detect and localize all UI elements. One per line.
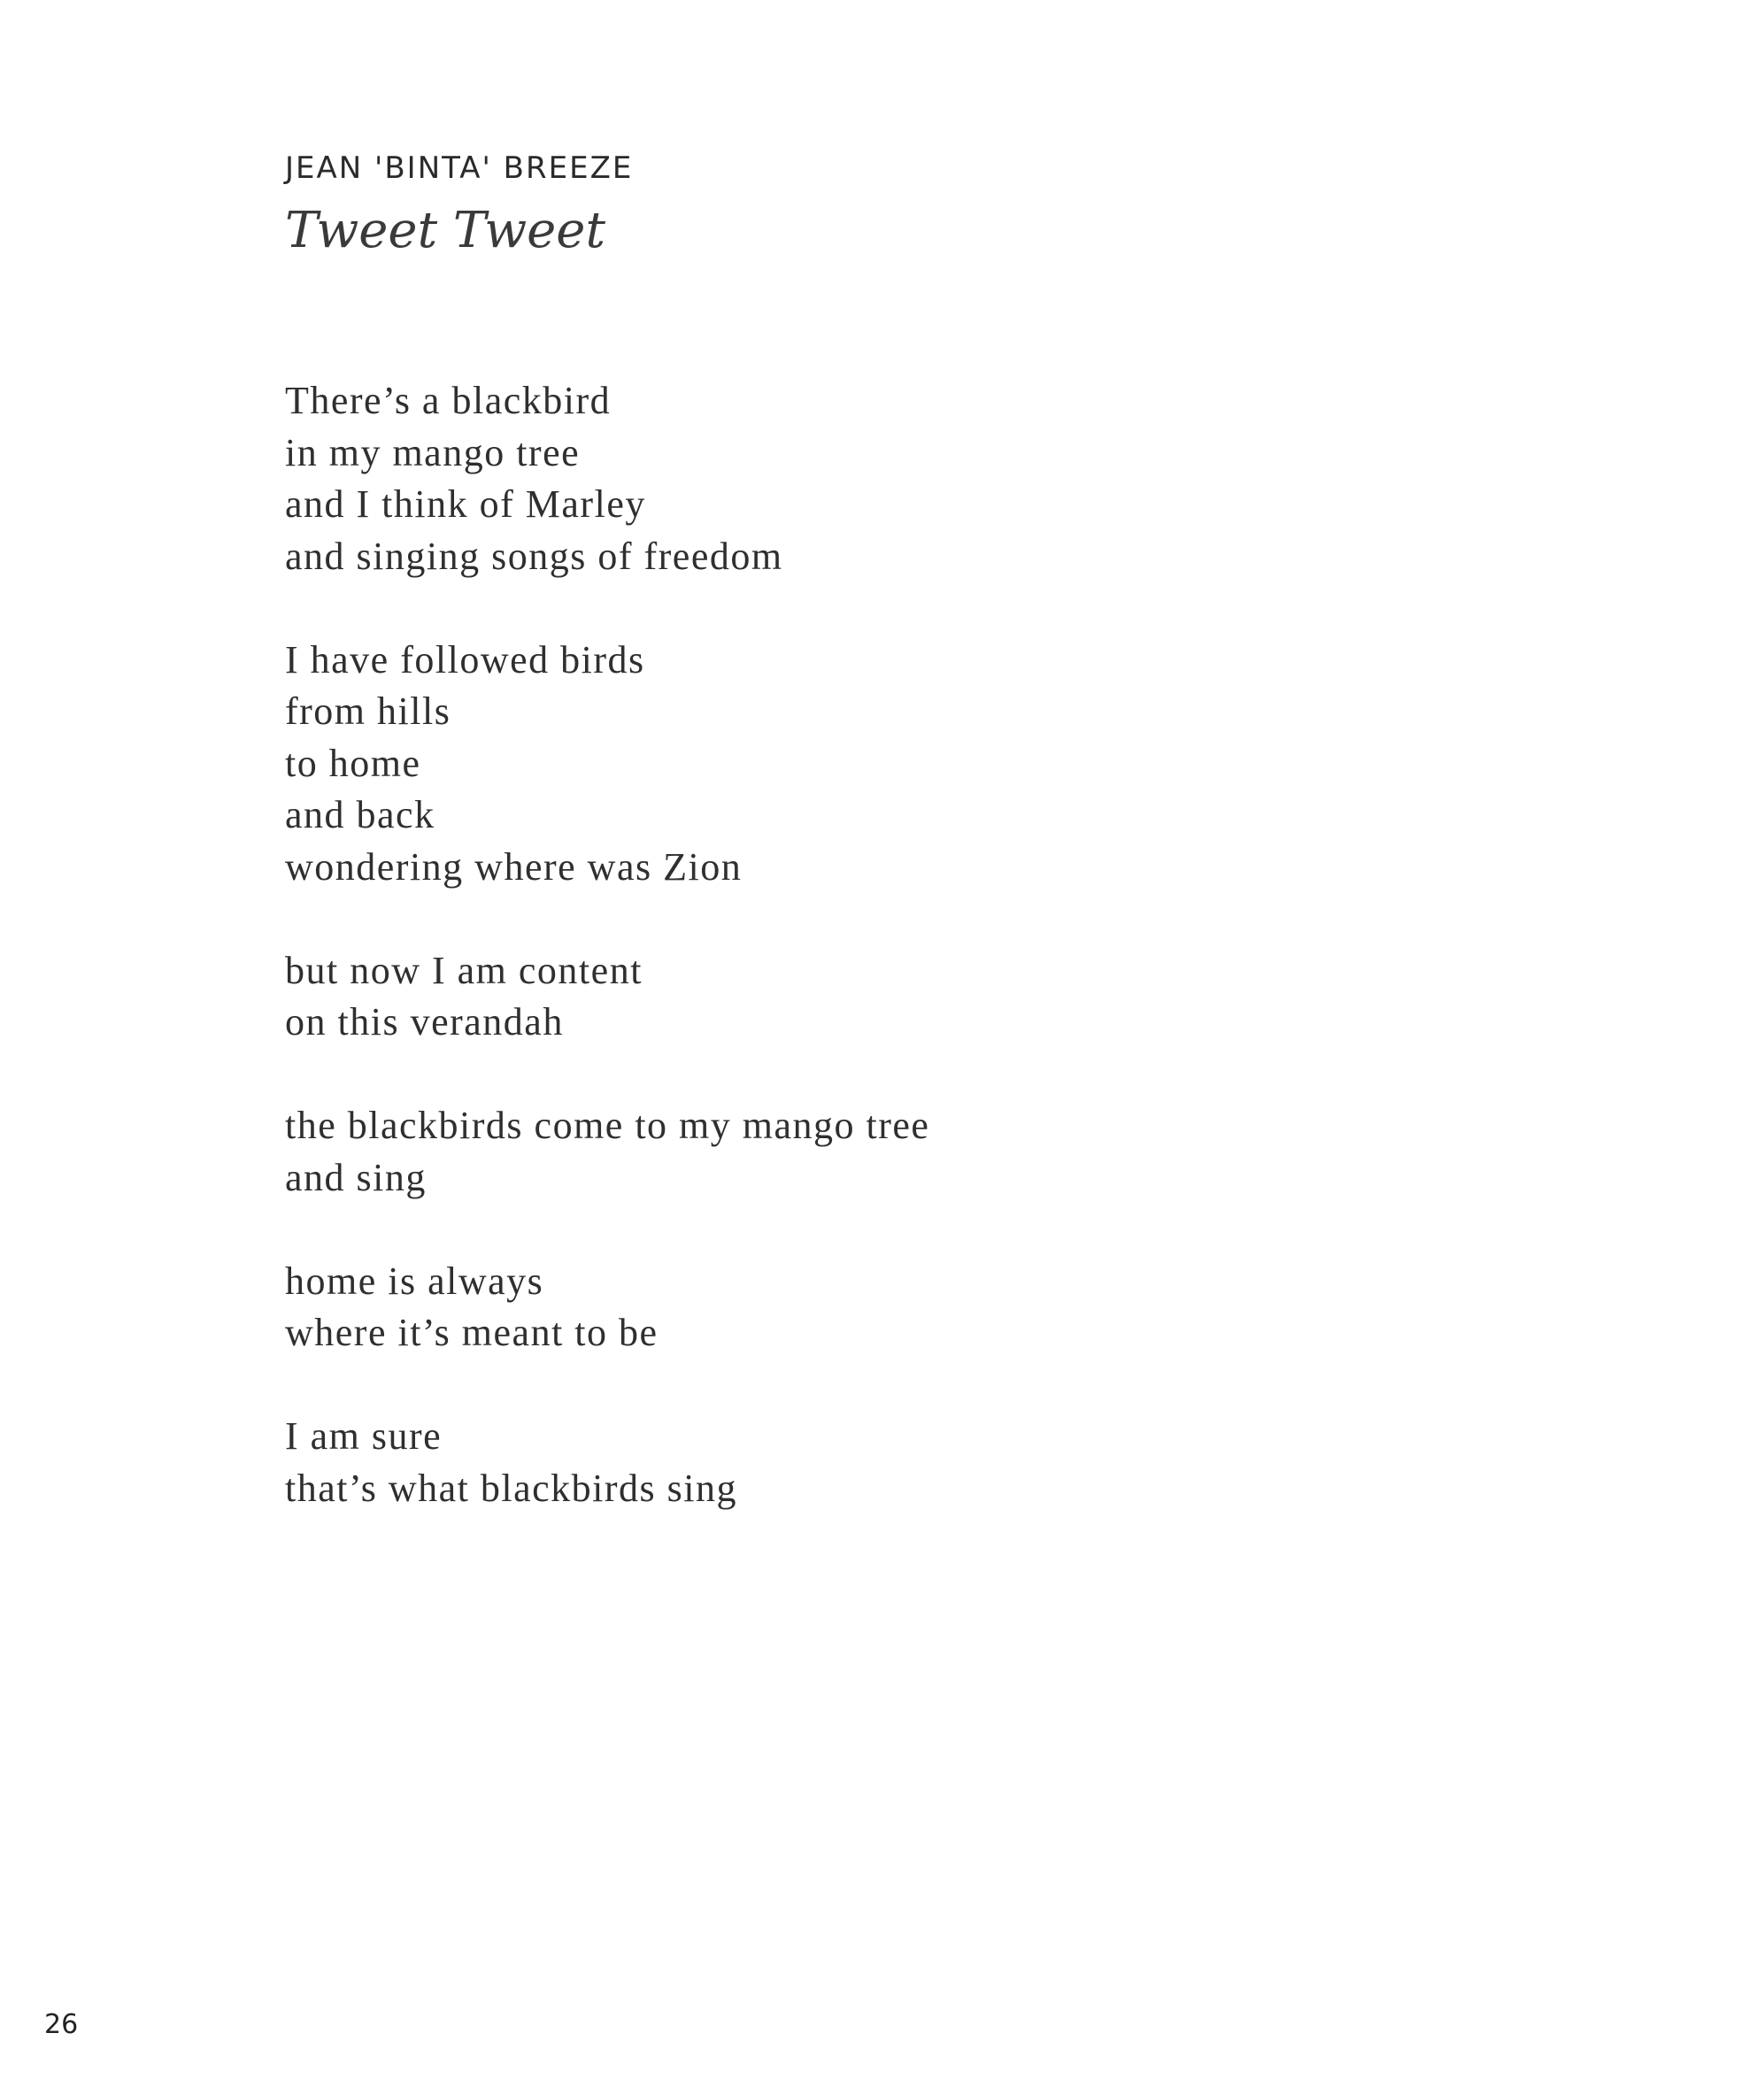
stanza [285,375,929,582]
poem-title: Tweet Tweet [285,202,605,259]
stanza [285,1256,929,1359]
poem-line: I have followed birds [285,637,645,682]
poem-body [285,375,929,1514]
poem-line: in my mango tree [285,430,581,474]
poem-line: wondering where was Zion [285,844,743,889]
poem-line: and sing [285,1155,427,1199]
author-name: JEAN 'BINTA' BREEZE [285,150,634,186]
poem-line: that’s what blackbirds sing [285,1466,737,1510]
poem-line: from hills [285,689,451,733]
poem-line: to home [285,741,421,785]
poem-line: on this verandah [285,1000,564,1044]
stanza [285,1411,929,1514]
poem-line: and I think of Marley [285,482,646,526]
poem-line: where it’s meant to be [285,1311,659,1354]
poem-line: and back [285,793,435,836]
page-number: 26 [44,2009,79,2040]
stanza [285,635,929,894]
stanza [285,1100,929,1204]
poem-line: but now I am content [285,948,643,992]
poem-line: the blackbirds come to my mango tree [285,1104,930,1147]
stanza [285,945,929,1049]
poem-line: and singing songs of freedom [285,534,783,578]
poem-line: There’s a blackbird [285,379,612,422]
poem-line: I am sure [285,1414,443,1458]
poem-line: home is always [285,1259,544,1303]
